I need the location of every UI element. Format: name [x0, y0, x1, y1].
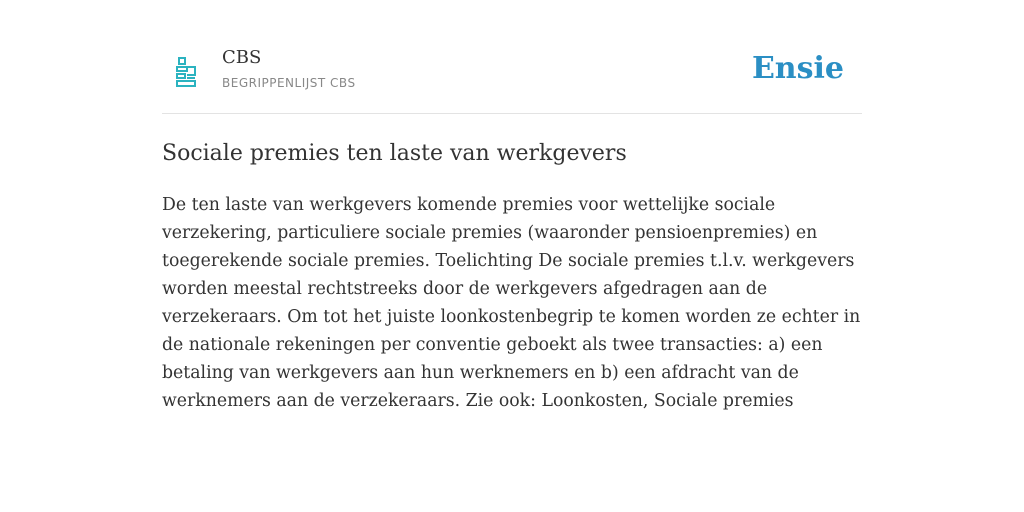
ensie-logo-link[interactable]: Ensie	[751, 51, 844, 86]
cbs-logo-icon[interactable]	[174, 56, 198, 88]
term-definition: De ten laste van werkgevers komende premies voor wettelijke sociale verzekering, particuliere sociale premies (waaronder pensioenpremies) en toegerekende sociale premies. Toelichting De sociale premies t.l.v. werkgevers worden meestal rechtstreeks door de werkgevers afgedragen aan de verzekeraars. Om tot het juiste loonkostenbegrip te komen worden ze echter in de nationale rekeningen per conventie geboekt als twee transacties: a) een betaling van werkgevers aan hun werknemers en b) een afdracht van de werknemers aan de verzekeraars. Zie ook: Loonkosten, Sociale premies	[162, 195, 861, 411]
page-container	[162, 40, 862, 415]
source-header	[162, 40, 862, 114]
term-title: Sociale premies ten laste van werkgevers	[162, 141, 627, 166]
source-name[interactable]: CBS	[222, 47, 262, 68]
source-subtitle[interactable]: BEGRIPPENLIJST CBS	[222, 76, 356, 90]
